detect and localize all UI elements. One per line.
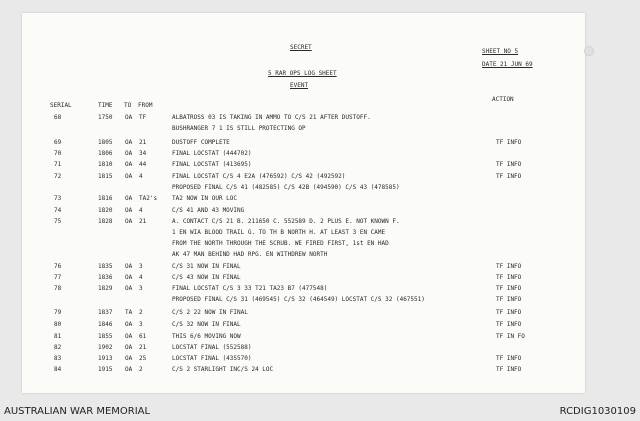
serial-cell: 70 [54, 150, 62, 157]
log-row [22, 274, 585, 281]
time-cell: 1837 [98, 309, 113, 316]
log-row [22, 150, 585, 157]
event-cell: A. CONTACT C/S 21 B. 211650 C. 552589 D. 2 PLUS E. NOT KNOWN F. [172, 218, 400, 225]
from-cell: 3 [139, 321, 143, 328]
event-cell: BUSHRANGER 7 1 IS STILL PROTECTING OP [172, 125, 306, 132]
time-cell: 1816 [98, 195, 113, 202]
serial-cell: 72 [54, 173, 62, 180]
event-cell: FROM THE NORTH THROUGH THE SCRUB. WE FIRED FIRST, 1st EN HAD [172, 240, 389, 247]
time-cell: 1855 [98, 333, 113, 340]
event-cell: PROPOSED FINAL C/S 31 (469545) C/S 32 (464549) LOCSTAT C/S 32 (467551) [172, 296, 425, 303]
to-cell: OA [125, 161, 133, 168]
event-cell: C/S 43 NOW IN FINAL [172, 274, 241, 281]
event-cell: C/S 2 STARLIGHT INC/S 24 LOC [172, 366, 274, 373]
time-cell: 1835 [98, 263, 113, 270]
time-cell: 1836 [98, 274, 113, 281]
log-row [22, 161, 585, 168]
column-header-to: TO [124, 102, 132, 109]
event-cell: AK 47 MAN BEHIND HAD RPG. EN WITHDREW NORTH [172, 251, 328, 258]
to-cell: OA [125, 114, 133, 121]
time-cell: 1815 [98, 173, 113, 180]
to-cell: OA [125, 285, 133, 292]
time-cell: 1805 [98, 139, 113, 146]
action-cell: TF INFO [496, 161, 522, 168]
time-cell: 1846 [98, 321, 113, 328]
serial-cell: 82 [54, 344, 62, 351]
serial-cell: 84 [54, 366, 62, 373]
serial-cell: 81 [54, 333, 62, 340]
time-cell: 1829 [98, 285, 113, 292]
event-cell: FINAL LOCSTAT (444702) [172, 150, 252, 157]
action-cell: TF IN FO [496, 333, 525, 340]
serial-cell: 68 [54, 114, 62, 121]
to-cell: OA [125, 207, 133, 214]
serial-cell: 74 [54, 207, 62, 214]
to-cell: OA [125, 139, 133, 146]
from-cell: 44 [139, 161, 147, 168]
log-row [22, 139, 585, 146]
event-cell: FINAL LOCSTAT C/S 4 E2A (476592) C/S 42 (492592) [172, 173, 346, 180]
serial-cell: 77 [54, 274, 62, 281]
event-cell: C/S 2 22 NOW IN FINAL [172, 309, 248, 316]
log-row [22, 355, 585, 362]
time-cell: 1828 [98, 218, 113, 225]
event-cell: C/S 31 NOW IN FINAL [172, 263, 241, 270]
event-cell: ALBATROSS 03 IS TAKING IN AMMO TO C/S 21 AFTER DUSTOFF. [172, 114, 371, 121]
from-cell: 4 [139, 173, 143, 180]
log-row [22, 321, 585, 328]
log-row [22, 184, 585, 191]
log-row [22, 240, 585, 247]
from-cell: TF [139, 114, 147, 121]
event-cell: DUSTOFF COMPLETE [172, 139, 230, 146]
to-cell: OA [125, 274, 133, 281]
action-cell: TF INFO [496, 139, 522, 146]
from-cell: 3 [139, 285, 143, 292]
serial-cell: 76 [54, 263, 62, 270]
action-header: ACTION [492, 96, 514, 103]
column-header-serial: SERIAL [50, 102, 72, 109]
to-cell: OA [125, 173, 133, 180]
log-row [22, 366, 585, 373]
column-header-time: TIME [98, 102, 113, 109]
action-cell: TF INFO [496, 309, 522, 316]
to-cell: TA [125, 309, 133, 316]
log-row [22, 207, 585, 214]
from-cell: 4 [139, 274, 143, 281]
event-cell: FINAL LOCSTAT C/S 3 33 T21 TA23 B7 (477548) [172, 285, 328, 292]
log-row [22, 309, 585, 316]
log-row [22, 344, 585, 351]
to-cell: OA [125, 218, 133, 225]
from-cell: 34 [139, 150, 147, 157]
event-header: EVENT [290, 82, 309, 89]
log-row [22, 114, 585, 121]
log-row [22, 218, 585, 225]
event-cell: FINAL LOCSTAT (413695) [172, 161, 252, 168]
from-cell: 21 [139, 344, 147, 351]
serial-cell: 83 [54, 355, 62, 362]
from-cell: 21 [139, 139, 147, 146]
to-cell: OA [125, 333, 133, 340]
from-cell: 3 [139, 263, 143, 270]
time-cell: 1915 [98, 366, 113, 373]
action-cell: TF INFO [496, 321, 522, 328]
time-cell: 1820 [98, 207, 113, 214]
time-cell: 1750 [98, 114, 113, 121]
serial-cell: 78 [54, 285, 62, 292]
log-row [22, 296, 585, 303]
action-cell: TF INFO [496, 274, 522, 281]
from-cell: TA2's [139, 195, 158, 202]
from-cell: 4 [139, 207, 143, 214]
serial-cell: 69 [54, 139, 62, 146]
action-cell: TF INFO [496, 285, 522, 292]
log-row [22, 173, 585, 180]
log-row [22, 251, 585, 258]
log-row [22, 229, 585, 236]
to-cell: OA [125, 355, 133, 362]
serial-cell: 75 [54, 218, 62, 225]
event-cell: PROPOSED FINAL C/S 41 (482585) C/S 42B (494590) C/S 43 (478585) [172, 184, 400, 191]
to-cell: OA [125, 263, 133, 270]
log-row [22, 333, 585, 340]
time-cell: 1902 [98, 344, 113, 351]
event-cell: 1 EN WIA BLOOD TRAIL G. TO TH B NORTH H. AT LEAST 3 EN CAME [172, 229, 386, 236]
time-cell: 1810 [98, 161, 113, 168]
sheet-date: DATE 21 JUN 69 [482, 61, 533, 68]
event-cell: LOCSTAT FINAL (435570) [172, 355, 252, 362]
action-cell: TF INFO [496, 173, 522, 180]
to-cell: OA [125, 344, 133, 351]
event-cell: LOCSTAT FINAL (552588) [172, 344, 252, 351]
serial-cell: 80 [54, 321, 62, 328]
serial-cell: 71 [54, 161, 62, 168]
action-cell: TF INFO [496, 355, 522, 362]
time-cell: 1806 [98, 150, 113, 157]
from-cell: 2 [139, 309, 143, 316]
serial-cell: 79 [54, 309, 62, 316]
log-row [22, 195, 585, 202]
log-row [22, 285, 585, 292]
classification-label: SECRET [290, 44, 312, 51]
action-cell: TF INFO [496, 366, 522, 373]
punch-hole [584, 46, 594, 56]
sheet-number: SHEET NO 5 [482, 48, 519, 55]
action-cell: TF INFO [496, 296, 522, 303]
action-cell: TF INFO [496, 263, 522, 270]
event-cell: C/S 41 AND 43 MOVING [172, 207, 245, 214]
time-cell: 1913 [98, 355, 113, 362]
from-cell: 25 [139, 355, 147, 362]
to-cell: OA [125, 366, 133, 373]
to-cell: OA [125, 150, 133, 157]
log-row [22, 125, 585, 132]
log-row [22, 263, 585, 270]
sheet-title: 5 RAR OPS LOG SHEET [268, 70, 337, 77]
event-cell: C/S 32 NOW IN FINAL [172, 321, 241, 328]
footer-record-id: RCDIG1030109 [559, 406, 636, 417]
column-header-from: FROM [138, 102, 153, 109]
to-cell: OA [125, 195, 133, 202]
footer-archive-name: AUSTRALIAN WAR MEMORIAL [4, 406, 151, 417]
log-sheet-page [22, 13, 585, 393]
from-cell: 61 [139, 333, 147, 340]
to-cell: OA [125, 321, 133, 328]
event-cell: TA2 NOW IN OUR LOC [172, 195, 238, 202]
serial-cell: 73 [54, 195, 62, 202]
from-cell: 2 [139, 366, 143, 373]
from-cell: 21 [139, 218, 147, 225]
event-cell: THIS 6/6 MOVING NOW [172, 333, 241, 340]
